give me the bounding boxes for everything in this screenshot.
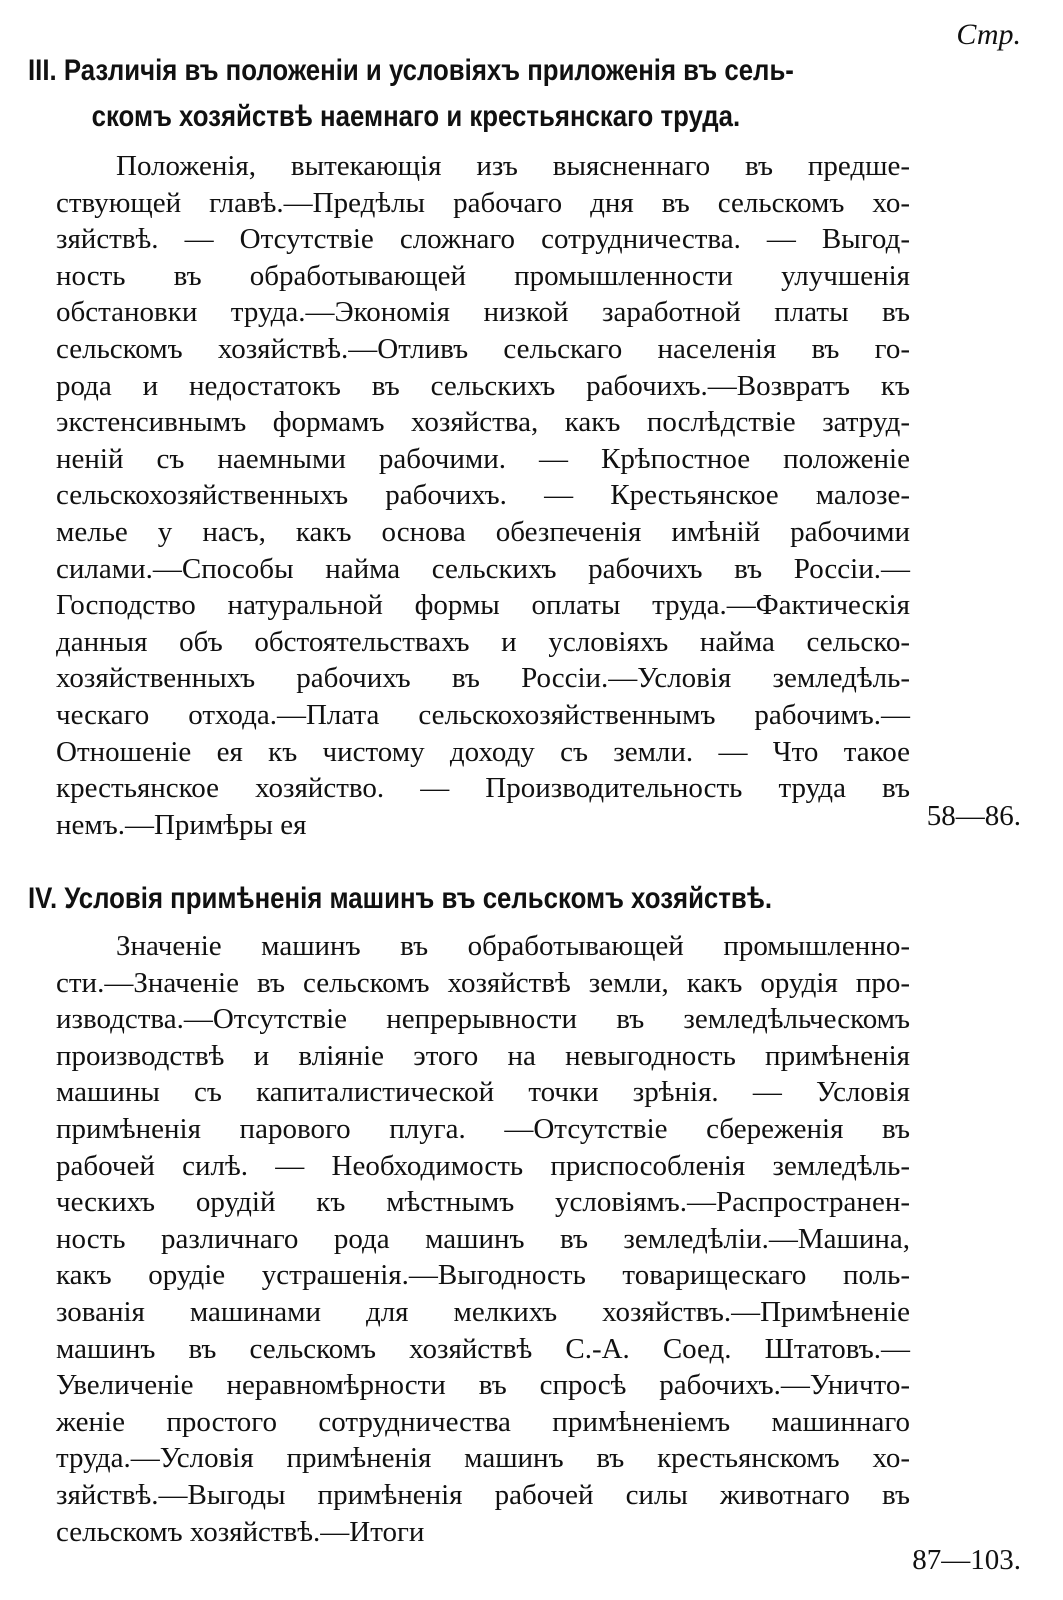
summary-line: обстановки труда.—Экономія низкой заработной платы въ <box>56 296 910 329</box>
summary-line: экстенсивнымъ формамъ хозяйства, какъ послѣдствіе затруд- <box>56 406 910 439</box>
summary-line: изводства.—Отсутствіе непрерывности въ земледѣльческомъ <box>56 1003 910 1036</box>
summary-line: зяйствѣ.—Выгоды примѣненія рабочей силы животнаго въ <box>56 1478 910 1511</box>
summary-line: рабочей силѣ. — Необходимость приспособленія земледѣль- <box>56 1149 910 1182</box>
summary-line: ствующей главѣ.—Предѣлы рабочаго дня въ сельскомъ хо- <box>56 186 910 219</box>
summary-line: данныя объ обстоятельствахъ и условіяхъ найма сельско- <box>56 625 910 658</box>
section-title <box>28 48 794 140</box>
summary-line: примѣненія парового плуга. —Отсутствіе сбереженія въ <box>56 1112 910 1145</box>
summary-line: ческихъ орудій къ мѣстнымъ условіямъ.—Распространен- <box>56 1186 910 1219</box>
summary-line: какъ орудіе устрашенія.—Выгодность товарищескаго поль- <box>56 1259 910 1292</box>
summary-line: труда.—Условія примѣненія машинъ въ крестьянскомъ хо- <box>56 1442 910 1475</box>
summary-line: крестьянское хозяйство. — Производительность труда въ <box>56 772 910 805</box>
page-range: 87—103. <box>912 1544 1021 1576</box>
section-title-line: скомъ хозяйствѣ наемнаго и крестьянскаго труда. <box>91 100 741 133</box>
page-range: 58—86. <box>926 800 1021 832</box>
summary-line: силами.—Способы найма сельскихъ рабочихъ въ Россіи.— <box>56 552 910 585</box>
summary-line: производствѣ и вліяніе этого на невыгодность примѣненія <box>56 1039 910 1072</box>
summary-line: Увеличеніе неравномѣрности въ спросѣ рабочихъ.—Уничто- <box>56 1369 910 1402</box>
summary-line: хозяйственныхъ рабочихъ въ Россіи.—Условія земледѣль- <box>56 662 910 695</box>
page-column-label: Стр. <box>956 18 1021 51</box>
summary-line: рода и недостатокъ въ сельскихъ рабочихъ.—Возвратъ къ <box>56 369 910 402</box>
summary-line: зованія машинами для мелкихъ хозяйствъ.—Примѣненіе <box>56 1295 910 1328</box>
summary-line: женіе простого сотрудничества примѣненіемъ машиннаго <box>56 1405 910 1438</box>
summary-line: Значеніе машинъ въ обработывающей промышленно- <box>116 930 910 962</box>
summary-line: сельскохозяйственныхъ рабочихъ. — Крестьянское малозе- <box>56 479 910 512</box>
summary-line: немъ.—Примѣры ея <box>56 808 307 841</box>
section-title-line: IV. Условія примѣненія машинъ въ сельскомъ хозяйствѣ. <box>28 882 773 915</box>
summary-line: ность въ обработывающей промышленности улучшенія <box>56 259 910 292</box>
section-summary <box>56 148 910 843</box>
summary-line: Отношеніе ея къ чистому доходу съ земли. — Что такое <box>56 735 910 768</box>
summary-line: сельскомъ хозяйствѣ.—Итоги <box>56 1515 425 1548</box>
toc-section-3 <box>28 48 1028 843</box>
toc-section-4 <box>28 876 1028 1550</box>
summary-line: машины съ капиталистической точки зрѣнія. — Условія <box>56 1076 910 1109</box>
summary-line: ческаго отхода.—Плата сельскохозяйственнымъ рабочимъ.— <box>56 698 910 731</box>
summary-line: зяйствѣ. — Отсутствіе сложнаго сотрудничества. — Выгод- <box>56 223 910 256</box>
summary-line: неній съ наемными рабочими. — Крѣпостное положеніе <box>56 442 910 475</box>
summary-line: мелье у насъ, какъ основа обезпеченія имѣній рабочими <box>56 515 910 548</box>
summary-line: Господство натуральной формы оплаты труда.—Фактическія <box>56 589 910 622</box>
summary-line: Положенія, вытекающія изъ выясненнаго въ предше- <box>116 150 910 182</box>
summary-line: ность различнаго рода машинъ въ земледѣліи.—Машина, <box>56 1222 910 1255</box>
section-title <box>28 876 773 922</box>
section-summary <box>56 928 910 1550</box>
section-title-line: III. Различія въ положеніи и условіяхъ приложенія въ сель- <box>28 54 794 87</box>
summary-line: сти.—Значеніе въ сельскомъ хозяйствѣ земли, какъ орудія про- <box>56 966 910 999</box>
summary-line: сельскомъ хозяйствѣ.—Отливъ сельскаго населенія въ го- <box>56 332 910 365</box>
summary-line: машинъ въ сельскомъ хозяйствѣ С.-А. Соед. Штатовъ.— <box>56 1332 910 1365</box>
